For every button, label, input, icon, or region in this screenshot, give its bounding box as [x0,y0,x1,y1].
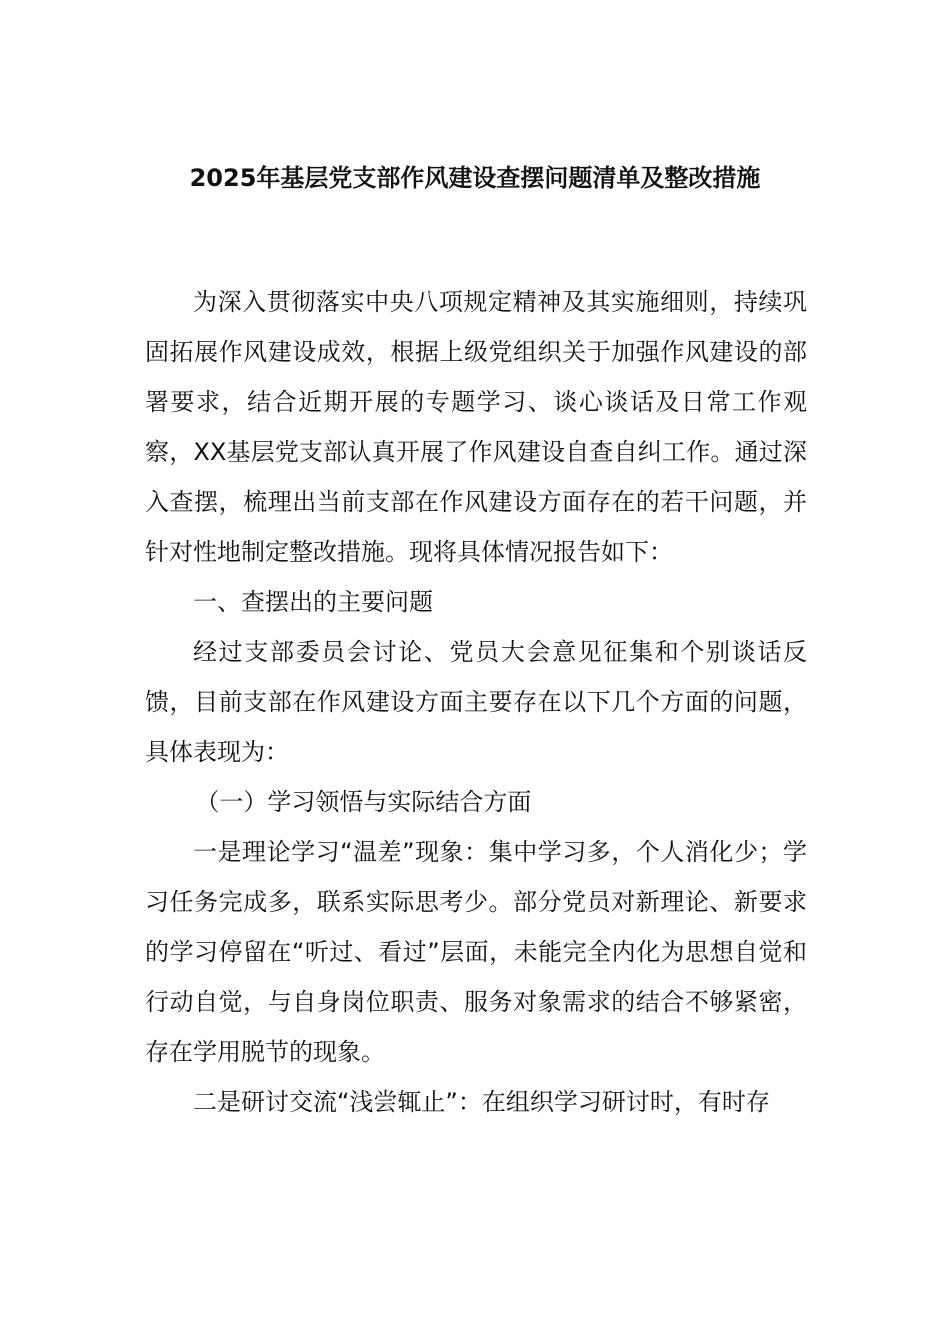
point-two-paragraph: 二是研讨交流“浅尝辄止”：在组织学习研讨时，有时存 [193,1088,770,1116]
point-one-paragraph: 一是理论学习“温差”现象：集中学习多，个人消化少；学习任务完成多，联系实际思考少。部分党员对新理论、新要求的学习停留在“听过、看过”层面，未能完全内化为思想自觉和行动自觉，与自身岗位职责、服务对象需求的结合不够紧密，存在学用脱节的现象。 [145,838,807,1066]
intro-paragraph: 为深入贯彻落实中央八项规定精神及其实施细则，持续巩固拓展作风建设成效，根据上级党组织关于加强作风建设的部署要求，结合近期开展的专题学习、谈心谈话及日常工作观察，XX基层党支部认真开展了作风建设自查自纠工作。通过深入查摆，梳理出当前支部在作风建设方面存在的若干问题，并针对性地制定整改措施。现将具体情况报告如下： [145,288,807,566]
subsection-heading-learning: （一）学习领悟与实际结合方面 [195,788,532,816]
section-heading-main-problems: 一、查摆出的主要问题 [193,588,433,616]
document-body [145,277,807,1127]
problems-summary-paragraph: 经过支部委员会讨论、党员大会意见征集和个别谈话反馈，目前支部在作风建设方面主要存在以下几个方面的问题，具体表现为： [145,638,807,766]
document-title: 2025年基层党支部作风建设查摆问题清单及整改措施 [189,164,761,192]
